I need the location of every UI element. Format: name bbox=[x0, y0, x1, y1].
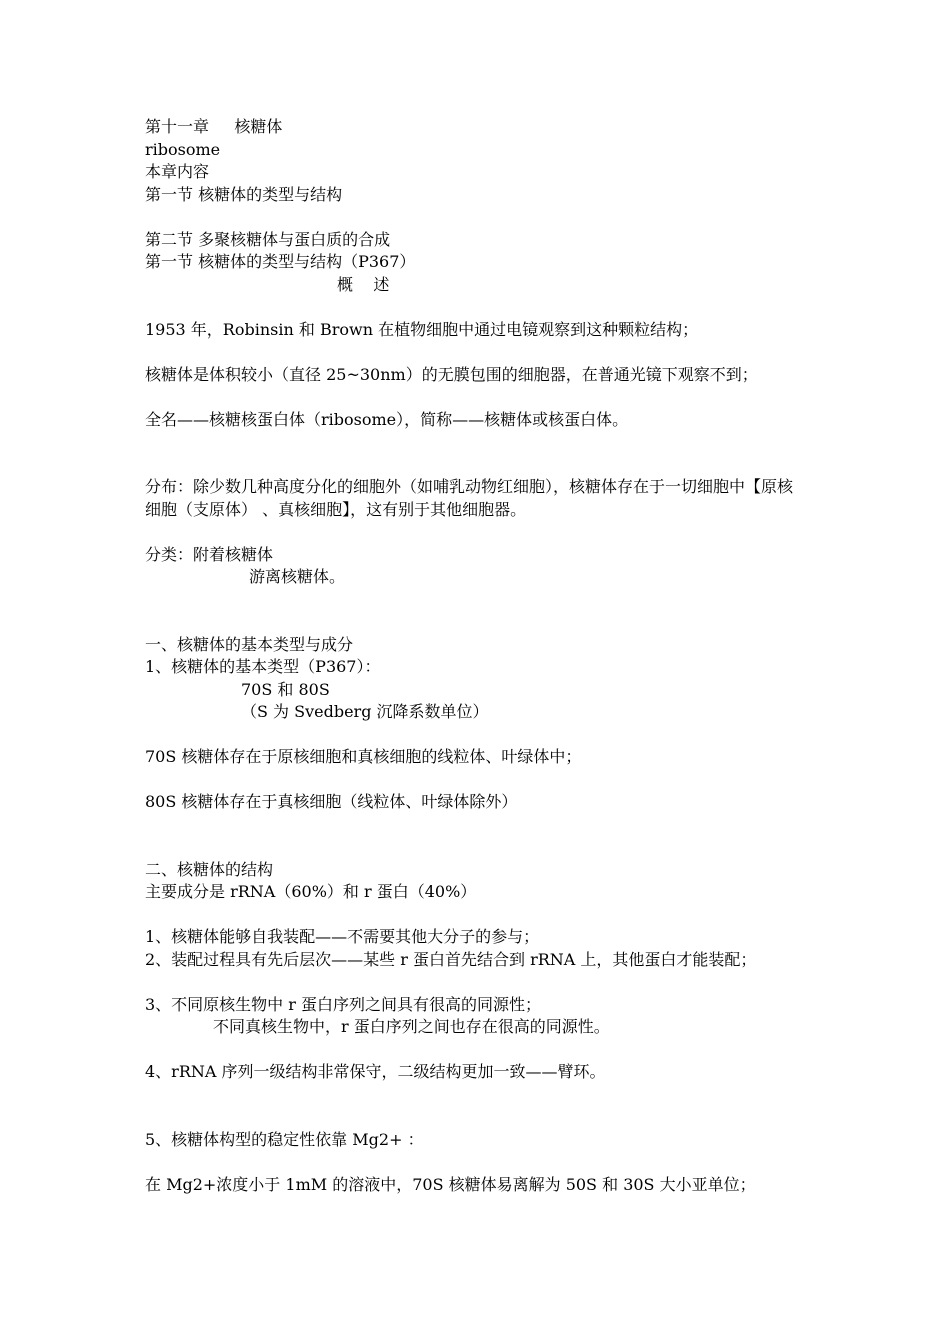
spacer bbox=[145, 521, 805, 544]
spacer bbox=[145, 1151, 805, 1174]
overview-title: 概 述 bbox=[337, 274, 390, 294]
spacer bbox=[145, 769, 805, 792]
spacer bbox=[145, 904, 805, 927]
point-5-detail: 在 Mg2+浓度小于 1mM 的溶液中，70S 核糖体易离解为 50S 和 30S 大小亚单位； bbox=[145, 1174, 756, 1194]
contents-label: 本章内容 bbox=[145, 162, 210, 181]
chapter-english-title: ribosome bbox=[145, 139, 221, 159]
paragraph-80s: 80S 核糖体存在于真核细胞（线粒体、叶绿体除外） bbox=[145, 792, 518, 811]
spacer bbox=[145, 296, 805, 319]
classification-line-1: 分类：附着核糖体 bbox=[145, 544, 274, 564]
point-5: 5、核糖体构型的稳定性依靠 Mg2+ ： bbox=[145, 1129, 424, 1149]
point-2: 2、装配过程具有先后层次——某些 r 蛋白首先结合到 rRNA 上，其他蛋白才能装配； bbox=[145, 949, 757, 969]
point-1: 1、核糖体能够自我装配——不需要其他大分子的参与； bbox=[145, 927, 540, 946]
toc-section-1: 第一节 核糖体的类型与结构 bbox=[145, 184, 343, 204]
toc-section-2: 第二节 多聚核糖体与蛋白质的合成 bbox=[145, 229, 391, 249]
spacer bbox=[145, 431, 805, 476]
spacer bbox=[145, 971, 805, 994]
classification-line-2: 游离核糖体。 bbox=[249, 567, 346, 586]
point-3-line-1: 3、不同原核生物中 r 蛋白序列之间具有很高的同源性； bbox=[145, 994, 542, 1014]
ribosome-types: 70S 和 80S bbox=[241, 679, 330, 699]
paragraph-history: 1953 年，Robinsin 和 Brown 在植物细胞中通过电镜观察到这种颗粒结构； bbox=[145, 319, 699, 339]
part-2-composition: 主要成分是 rRNA（60%）和 r 蛋白（40%） bbox=[145, 882, 477, 901]
paragraph-70s: 70S 核糖体存在于原核细胞和真核细胞的线粒体、叶绿体中； bbox=[145, 747, 582, 766]
spacer bbox=[145, 341, 805, 364]
paragraph-size: 核糖体是体积较小（直径 25~30nm）的无膜包围的细胞器，在普通光镜下观察不到； bbox=[145, 364, 758, 384]
spacer bbox=[145, 724, 805, 747]
part-1-subheading: 1、核糖体的基本类型（P367）： bbox=[145, 657, 381, 676]
spacer bbox=[145, 206, 805, 229]
point-3-line-2: 不同真核生物中，r 蛋白序列之间也存在很高的同源性。 bbox=[213, 1017, 610, 1036]
spacer bbox=[145, 386, 805, 409]
spacer bbox=[145, 589, 805, 634]
part-1-heading: 一、核糖体的基本类型与成分 bbox=[145, 634, 354, 654]
spacer bbox=[145, 1039, 805, 1062]
spacer bbox=[145, 1084, 805, 1129]
paragraph-distribution: 分布：除少数几种高度分化的细胞外（如哺乳动物红细胞），核糖体存在于一切细胞中【原核细胞（支原体） 、真核细胞】，这有别于其他细胞器。 bbox=[145, 477, 794, 519]
section-1-heading: 第一节 核糖体的类型与结构（P367） bbox=[145, 252, 416, 271]
document-body bbox=[145, 116, 805, 1196]
paragraph-name: 全名——核糖核蛋白体（ribosome），简称——核糖体或核蛋白体。 bbox=[145, 409, 629, 429]
spacer bbox=[145, 814, 805, 859]
chapter-title: 第十一章 核糖体 bbox=[145, 117, 283, 136]
part-2-heading: 二、核糖体的结构 bbox=[145, 859, 274, 879]
svedberg-unit-note: （S 为 Svedberg 沉降系数单位） bbox=[241, 702, 489, 721]
point-4: 4、rRNA 序列一级结构非常保守，二级结构更加一致——臂环。 bbox=[145, 1062, 606, 1081]
